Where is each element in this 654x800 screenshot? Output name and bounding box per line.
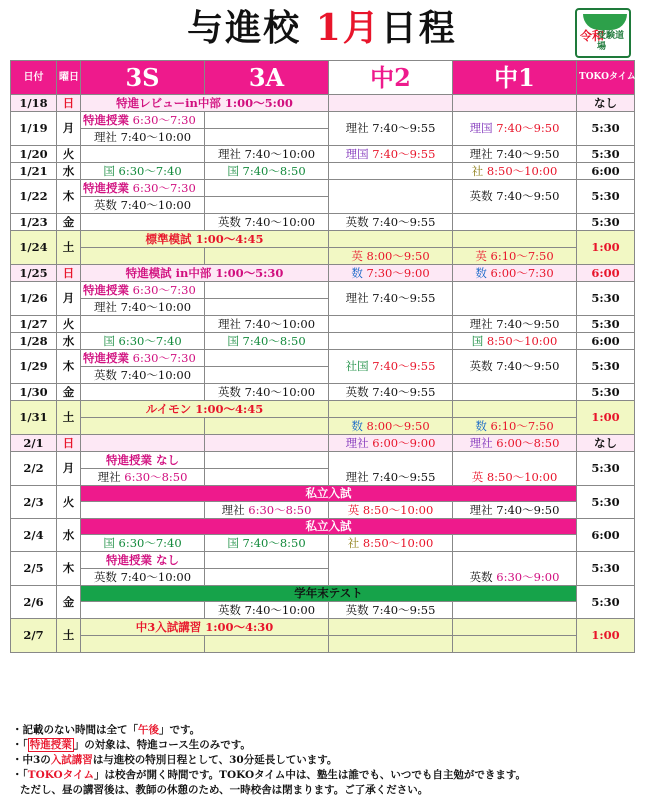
row-date: 1/31 [11,401,57,435]
tokushin-cell [81,350,205,367]
a3-cell [205,502,329,519]
exam-bar: 学年末テスト [81,586,577,602]
note-line: ただし、昼の講習後は、教師の休憩のため、一時校舎は閉まります。ご了承ください。 [20,784,429,796]
table-row [11,112,635,129]
s3-cell [81,163,205,180]
subject-label: 英数 [469,570,493,584]
subject-label: 理社 [221,502,245,517]
logo [575,8,631,58]
chu2-cell: 英数 7:40～9:55 [329,384,453,401]
row-date: 1/21 [11,163,57,180]
row-date: 2/1 [11,435,57,452]
subject-label: 国 [227,333,239,348]
lesson-time: 6:30～7:40 [118,535,182,550]
header-chu2: 中2 [329,61,453,95]
empty-cell [453,535,577,552]
table-row [11,214,635,231]
subject-label: 英 [471,470,484,484]
s3-cell [81,469,205,486]
row-dow: 水 [57,333,81,350]
row-date: 1/18 [11,95,57,112]
chu1-cell: 理社 7:40～9:50 [453,146,577,163]
row-toko: 5:30 [577,486,635,519]
empty-cell [329,316,453,333]
row-date: 1/27 [11,316,57,333]
note-text: は与進校の特別日程として、30分延長しています。 [92,754,338,766]
table-row [11,519,635,535]
table-row [11,552,635,569]
logo-text-dojo: 受験道場 [597,31,625,52]
note-text: ・「 [12,769,28,781]
row-toko: 5:30 [577,146,635,163]
empty-cell [453,282,577,316]
chu1-cell: 理社 7:40～9:50 [453,502,577,519]
table-row [11,384,635,401]
chu2-cell [329,350,453,384]
empty-cell [81,316,205,333]
subject-label: 英 [475,248,487,263]
subject-label: 理国 [469,121,493,135]
chu1-cell [453,552,577,586]
chu1-cell [453,265,577,282]
empty-cell [81,146,205,163]
a3-cell: 理社 7:40～10:00 [205,316,329,333]
row-dow: 日 [57,435,81,452]
note-highlight: TOKOタイム [27,769,94,781]
lesson-time: 7:40～9:50 [496,121,560,135]
empty-cell [329,231,453,248]
a3-cell [205,535,329,552]
chu2-cell [329,435,453,452]
table-row [11,636,635,653]
row-dow: 土 [57,231,81,265]
subject-label: 数 [475,418,487,433]
row-date: 1/23 [11,214,57,231]
chu1-cell [453,435,577,452]
chu1-cell: 理社 7:40～9:50 [453,316,577,333]
chu2-cell [329,265,453,282]
empty-cell [205,636,329,653]
row-date: 1/30 [11,384,57,401]
tokushin-cell [81,112,205,129]
empty-cell [205,248,329,265]
chu2-cell [329,535,453,552]
lesson-time: 7:30～9:00 [366,265,430,280]
row-toko: 1:00 [577,401,635,435]
empty-cell [81,384,205,401]
chu2-cell: 理社 7:40～9:55 [329,282,453,316]
row-date: 1/22 [11,180,57,214]
subject-label: 理社 [469,435,493,450]
header-3s: 3S [81,61,205,95]
lesson-time: 6:30～7:30 [132,180,196,195]
row-date: 2/4 [11,519,57,552]
row-date: 2/5 [11,552,57,586]
row-dow: 木 [57,350,81,384]
subject-label: 社 [347,535,360,550]
empty-cell [329,95,453,112]
subject-label: 理社 [97,469,121,484]
chu1-cell [453,333,577,350]
row-toko: なし [577,95,635,112]
table-row [11,401,635,418]
subject-label: 国 [103,535,115,550]
row-toko: 5:30 [577,282,635,316]
lesson-time: 6:30～9:00 [496,570,560,584]
row-toko: 5:30 [577,214,635,231]
row-toko: 6:00 [577,519,635,552]
note-text: ・中3の [12,754,51,766]
event-cell: 特進レビューin中部 1:00～5:00 [81,95,329,112]
note-line [12,753,632,768]
s3-cell: 理社 7:40～10:00 [81,299,205,316]
chu1-cell [453,418,577,435]
chu2-cell [329,248,453,265]
lesson-time: 6:30～7:30 [132,112,196,127]
note-highlight: 特進授業 [29,739,72,751]
event-cell: 標準模試 1:00～4:45 [81,231,329,248]
row-dow: 金 [57,384,81,401]
lesson-time: 6:00～8:50 [496,435,560,450]
row-dow: 木 [57,552,81,586]
empty-cell [81,418,205,435]
note-line [12,768,632,783]
table-row [11,333,635,350]
title-suffix: 日程 [380,7,457,49]
empty-cell [205,282,329,299]
event-cell: 中3入試講習 1:00～4:30 [81,619,329,636]
schedule-table [10,60,654,653]
chu2-cell [329,502,453,519]
empty-cell [329,636,453,653]
table-row [11,586,635,602]
subject-label: 数 [351,265,363,280]
row-toko: 5:30 [577,112,635,146]
lesson-time: 7:40～9:55 [372,359,436,373]
subject-label: 社 [471,163,484,178]
subject-label: 国 [103,163,115,178]
a3-cell: 英数 7:40～10:00 [205,384,329,401]
empty-cell [81,602,205,619]
row-dow: 日 [57,95,81,112]
lesson-time: 7:40～8:50 [242,333,306,348]
empty-cell [329,180,453,214]
note-highlight: 午後 [138,724,159,736]
empty-cell [453,619,577,636]
row-toko: 5:30 [577,316,635,333]
event-cell: 特進模試 in中部 1:00～5:30 [81,265,329,282]
table-row [11,535,635,552]
subject-label: 国 [471,333,484,348]
note-text: 」の対象は、特進コース生のみです。 [73,739,251,751]
row-dow: 月 [57,282,81,316]
table-row [11,146,635,163]
notes [12,723,632,798]
empty-cell [205,299,329,316]
lesson-time: 6:00～7:30 [490,265,554,280]
lesson-time: 6:30～8:50 [124,469,188,484]
subject-label: 数 [351,418,363,433]
lesson-label: 特進授業 [83,112,129,127]
row-toko: 5:30 [577,384,635,401]
table-row [11,265,635,282]
subject-label: 英 [351,248,363,263]
empty-cell [329,552,453,586]
table-row [11,452,635,469]
row-toko: 5:30 [577,586,635,619]
bowl-icon [583,14,627,30]
row-date: 1/29 [11,350,57,384]
table-row [11,602,635,619]
lesson-time: 6:30～7:40 [118,163,182,178]
note-line [12,738,632,753]
row-dow: 火 [57,316,81,333]
empty-cell [453,602,577,619]
lesson-time: 6:30～7:30 [132,350,196,365]
row-dow: 月 [57,452,81,486]
empty-cell [453,231,577,248]
page-title [0,6,644,50]
row-date: 1/24 [11,231,57,265]
subject-label: 国 [103,333,115,348]
table-row [11,282,635,299]
row-toko: 5:30 [577,452,635,486]
note-text: 」です。 [159,724,201,736]
empty-cell [205,197,329,214]
a3-cell [205,163,329,180]
lesson-time: 7:40～8:50 [242,163,306,178]
lesson-time: 6:30～7:40 [118,333,182,348]
note-text: 」は校舎が開く時間です。TOKOタイム中は、塾生は誰でも、いつでも自主勉ができます。 [94,769,527,781]
table-header [11,61,635,95]
empty-cell [81,636,205,653]
empty-cell [205,452,329,469]
empty-cell [205,180,329,197]
chu2-cell [329,146,453,163]
table-row [11,180,635,197]
empty-cell [81,435,205,452]
subject-label: 理社 [345,435,369,450]
empty-cell [205,552,329,569]
lesson-time: 7:40～9:55 [372,146,436,161]
tokushin-cell: 特進授業 なし [81,452,205,469]
empty-cell [453,95,577,112]
table-row [11,435,635,452]
row-date: 2/6 [11,586,57,619]
chu1-cell: 英数 7:40～9:50 [453,180,577,214]
note-text: ・「 [12,739,28,751]
chu2-cell [329,418,453,435]
lesson-time: 6:00～9:00 [372,435,436,450]
row-dow: 火 [57,486,81,519]
row-dow: 火 [57,146,81,163]
chu1-cell [453,248,577,265]
tokushin-cell [81,180,205,197]
lesson-time: 6:30～7:30 [132,282,196,297]
shiritsu-bar: 私立入試 [81,519,577,535]
row-date: 2/7 [11,619,57,653]
row-dow: 金 [57,214,81,231]
row-date: 1/20 [11,146,57,163]
lesson-time: 8:00～9:50 [366,248,430,263]
subject-label: 国 [227,163,239,178]
a3-cell: 英数 7:40～10:00 [205,214,329,231]
empty-cell [205,418,329,435]
row-dow: 水 [57,519,81,552]
empty-cell [205,367,329,384]
empty-cell [329,619,453,636]
lesson-time: 7:40～8:50 [242,535,306,550]
row-dow: 土 [57,401,81,435]
empty-cell [453,636,577,653]
event-cell: ルイモン 1:00～4:45 [81,401,329,418]
subject-label: 英 [347,502,360,517]
table-row [11,486,635,502]
table-row [11,163,635,180]
header-chu1: 中1 [453,61,577,95]
lesson-time: 8:50～10:00 [486,470,558,484]
logo-text-reiwa: 令和 [580,29,605,43]
row-dow: 金 [57,586,81,619]
row-toko: なし [577,435,635,452]
row-toko: 5:30 [577,350,635,384]
table-row [11,248,635,265]
s3-cell: 英数 7:40～10:00 [81,367,205,384]
empty-cell [205,569,329,586]
header-3a: 3A [205,61,329,95]
row-date: 2/3 [11,486,57,519]
subject-label: 数 [475,265,487,280]
row-date: 1/28 [11,333,57,350]
empty-cell [81,214,205,231]
header-dow: 曜日 [57,61,81,95]
a3-cell: 英数 7:40～10:00 [205,602,329,619]
table-row [11,418,635,435]
row-dow: 日 [57,265,81,282]
tokushin-cell: 特進授業 なし [81,552,205,569]
row-dow: 木 [57,180,81,214]
lesson-label: 特進授業 [83,282,129,297]
chu1-cell [453,452,577,486]
row-date: 1/26 [11,282,57,316]
shiritsu-bar: 私立入試 [81,486,577,502]
lesson-time: 8:50～10:00 [362,502,434,517]
empty-cell [205,129,329,146]
table-row [11,95,635,112]
row-toko: 5:30 [577,552,635,586]
chu2-cell: 理社 7:40～9:55 [329,112,453,146]
empty-cell [329,163,453,180]
a3-cell [205,333,329,350]
s3-cell [81,535,205,552]
empty-cell [453,401,577,418]
subject-label: 社国 [345,359,369,373]
empty-cell [329,401,453,418]
empty-cell [329,333,453,350]
table-row [11,231,635,248]
empty-cell [205,469,329,486]
row-date: 2/2 [11,452,57,486]
row-dow: 水 [57,163,81,180]
s3-cell: 英数 7:40～10:00 [81,197,205,214]
chu2-cell: 英数 7:40～9:55 [329,602,453,619]
chu1-cell: 英数 7:40～9:50 [453,350,577,384]
title-month: 1月 [315,7,381,49]
chu1-cell [453,163,577,180]
empty-cell [453,214,577,231]
tokushin-cell [81,282,205,299]
chu2-cell: 理社 7:40～9:55 [329,452,453,486]
note-highlight: 入試講習 [50,754,93,766]
row-dow: 土 [57,619,81,653]
empty-cell [205,112,329,129]
subject-label: 理国 [345,146,369,161]
lesson-time: 8:50～10:00 [486,163,558,178]
empty-cell [453,384,577,401]
row-dow: 月 [57,112,81,146]
row-date: 1/25 [11,265,57,282]
lesson-time: 8:50～10:00 [362,535,434,550]
lesson-time: 8:00～9:50 [366,418,430,433]
table-row [11,619,635,636]
lesson-time: 6:30～8:50 [248,502,312,517]
table-row [11,350,635,367]
table-row [11,316,635,333]
lesson-time: 6:10～7:50 [490,418,554,433]
lesson-label: 特進授業 [83,180,129,195]
empty-cell [205,435,329,452]
table-row [11,502,635,519]
empty-cell [205,350,329,367]
lesson-time: 6:10～7:50 [490,248,554,263]
s3-cell [81,333,205,350]
a3-cell: 理社 7:40～10:00 [205,146,329,163]
header-date: 日付 [11,61,57,95]
row-toko: 1:00 [577,231,635,265]
row-toko: 6:00 [577,265,635,282]
lesson-label: 特進授業 [83,350,129,365]
note-line [12,723,632,738]
row-toko: 6:00 [577,163,635,180]
subject-label: 国 [227,535,239,550]
chu2-cell: 英数 7:40～9:55 [329,214,453,231]
empty-cell [81,502,205,519]
s3-cell: 英数 7:40～10:00 [81,569,205,586]
chu1-cell [453,112,577,146]
row-toko: 5:30 [577,180,635,214]
row-date: 1/19 [11,112,57,146]
note-text: ・記載のない時間は全て「 [12,724,138,736]
s3-cell: 理社 7:40～10:00 [81,129,205,146]
row-toko: 6:00 [577,333,635,350]
header-toko: TOKOタイム開始 [577,61,635,95]
empty-cell [81,248,205,265]
row-toko: 1:00 [577,619,635,653]
lesson-time: 8:50～10:00 [486,333,558,348]
title-school: 与進校 [187,7,302,49]
